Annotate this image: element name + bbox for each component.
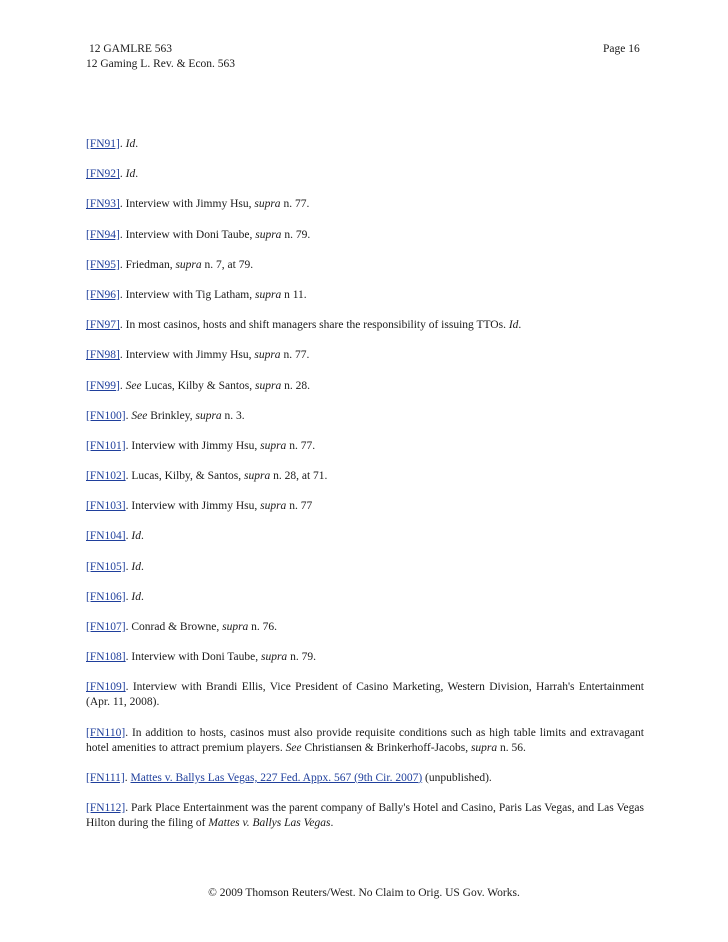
footnote-ref-link[interactable]: [FN93]	[86, 198, 120, 211]
footnote-text: . Lucas, Kilby, & Santos,	[125, 470, 245, 483]
italic-text: supra	[470, 741, 498, 754]
footnote-text: .	[140, 560, 144, 573]
footnote-ref-link[interactable]: [FN110]	[86, 726, 126, 739]
footnote-text: Lucas, Kilby & Santos,	[141, 379, 255, 392]
footnote-text: .	[135, 168, 139, 181]
footnote-ref-link[interactable]: [FN99]	[86, 379, 120, 392]
footnote-fn100	[86, 409, 644, 424]
footnote-ref-link[interactable]: [FN92]	[86, 168, 120, 181]
footnote-fn111	[86, 771, 644, 786]
citation-full: 12 Gaming L. Rev. & Econ. 563	[86, 58, 236, 70]
italic-text: supra	[222, 621, 249, 633]
footnote-text: n. 3.	[221, 409, 245, 422]
footnote-text: . Interview with Jimmy Hsu,	[119, 198, 255, 211]
footnote-ref-link[interactable]: [FN105]	[86, 560, 126, 573]
footnote-text: . Interview with Brandi Ellis, Vice President of Casino Marketing, Western Division, Harrah's Entertainment (Apr. 11, 2008).	[86, 681, 644, 709]
italic-text: supra	[260, 500, 287, 513]
footnote-text: (unpublished).	[422, 771, 492, 784]
footnote-text: n. 79.	[287, 651, 316, 664]
italic-text: supra	[255, 379, 282, 392]
running-header	[86, 42, 235, 72]
footnote-text: n. 56.	[497, 741, 526, 754]
italic-text: supra	[175, 258, 202, 271]
footnote-ref-link[interactable]: [FN104]	[86, 530, 126, 543]
footnote-text: .	[124, 771, 131, 784]
footnote-text: . Interview with Doni Taube,	[119, 228, 256, 241]
footnote-text: . Interview with Jimmy Hsu,	[125, 500, 261, 513]
page-number: Page 16	[603, 43, 640, 55]
footnote-ref-link[interactable]: [FN91]	[86, 138, 120, 150]
italic-text: supra	[254, 349, 281, 362]
italic-text: Id	[131, 560, 141, 573]
footnote-text: .	[119, 138, 126, 150]
footnote-fn101	[86, 439, 644, 454]
italic-text: supra	[255, 288, 282, 301]
footnote-ref-link[interactable]: [FN95]	[86, 258, 120, 271]
footnote-text: .	[125, 409, 132, 422]
footnote-fn102	[86, 469, 644, 484]
footnote-fn107	[86, 620, 644, 635]
footnote-fn96	[86, 288, 644, 303]
footnote-text: Christiansen & Brinkerhoff-Jacobs,	[301, 741, 471, 754]
footnote-text: n. 77	[286, 500, 313, 513]
footnote-text: .	[125, 590, 132, 603]
footnote-ref-link[interactable]: [FN94]	[86, 228, 120, 241]
footnote-fn104	[86, 529, 644, 544]
footnote-text: n. 76.	[248, 621, 278, 633]
italic-text: supra	[260, 439, 287, 452]
footnote-text: .	[140, 530, 144, 543]
italic-text: Id	[131, 590, 141, 603]
footnote-text: . Friedman,	[119, 258, 176, 271]
case-citation-link[interactable]: Mattes v. Ballys Las Vegas, 227 Fed. Appx. 567 (9th Cir. 2007)	[130, 771, 423, 784]
footnote-fn105	[86, 560, 644, 575]
footnote-ref-link[interactable]: [FN102]	[86, 470, 126, 483]
footnote-ref-link[interactable]: [FN103]	[86, 500, 126, 513]
italic-text: Mattes v. Ballys Las Vegas	[208, 816, 331, 829]
footnote-text: n. 77.	[280, 198, 310, 211]
footnote-text: n. 77.	[280, 349, 310, 362]
italic-text: Id	[125, 138, 136, 150]
italic-text: supra	[255, 228, 282, 241]
footnote-text: . In most casinos, hosts and shift managers share the responsibility of issuing TTOs.	[119, 319, 509, 332]
italic-text: supra	[254, 198, 281, 211]
footnote-fn108	[86, 650, 644, 665]
footnote-ref-link[interactable]: [FN106]	[86, 590, 126, 603]
footnote-fn98	[86, 348, 644, 363]
footnote-ref-link[interactable]: [FN112]	[86, 801, 126, 814]
footnote-fn112	[86, 801, 644, 831]
footnote-text: . Conrad & Browne,	[125, 621, 223, 633]
footnote-ref-link[interactable]: [FN111]	[86, 771, 125, 784]
footnote-ref-link[interactable]: [FN101]	[86, 439, 126, 452]
italic-text: supra	[244, 470, 271, 483]
italic-text: See	[285, 741, 302, 754]
footnote-ref-link[interactable]: [FN96]	[86, 288, 120, 301]
footnote-text: .	[330, 816, 334, 829]
footnote-text: . Park Place Entertainment was the parent company of Bally's Hotel and Casino, Paris Las Vegas, and Las Vegas Hilton during the filing of	[86, 801, 644, 829]
footnote-text: .	[140, 590, 144, 603]
footnote-fn103	[86, 499, 644, 514]
italic-text: supra	[260, 651, 288, 664]
footnote-text: .	[119, 168, 126, 181]
footnote-text: .	[119, 379, 126, 392]
footnote-text: . Interview with Tig Latham,	[119, 288, 255, 301]
italic-text: supra	[195, 409, 222, 422]
footnote-ref-link[interactable]: [FN107]	[86, 621, 126, 633]
italic-text: See	[131, 409, 148, 422]
italic-text: Id	[125, 168, 136, 181]
footnote-fn94	[86, 228, 644, 243]
footnote-fn110	[86, 726, 644, 756]
footnote-text: Brinkley,	[147, 409, 196, 422]
italic-text: Id	[508, 319, 519, 332]
footnote-fn106	[86, 590, 644, 605]
footnote-ref-link[interactable]: [FN97]	[86, 319, 120, 332]
footnote-fn109	[86, 680, 644, 710]
footnote-fn93	[86, 197, 644, 212]
footnote-text: .	[125, 560, 132, 573]
footnote-list	[86, 137, 644, 846]
footnote-text: n. 77.	[286, 439, 316, 452]
italic-text: See	[125, 379, 142, 392]
footnote-text: . In addition to hosts, casinos must also provide requisite conditions such as high table limits and extravagant hotel amenities to attract premium players.	[86, 726, 644, 754]
footnote-ref-link[interactable]: [FN98]	[86, 349, 120, 362]
footnote-text: n 11.	[281, 288, 307, 301]
footnote-text: .	[125, 530, 132, 543]
footnote-text: n. 7, at 79.	[201, 258, 254, 271]
footnote-text: .	[518, 319, 522, 332]
footnote-text: . Interview with Jimmy Hsu,	[125, 439, 261, 452]
footnote-fn99	[86, 379, 644, 394]
footnote-ref-link[interactable]: [FN109]	[86, 681, 126, 694]
footnote-text: . Interview with Doni Taube,	[125, 651, 261, 664]
footnote-fn91	[86, 137, 644, 152]
footnote-text: n. 28.	[281, 379, 310, 392]
footnote-text: n. 79.	[281, 228, 311, 241]
footnote-text: n. 28, at 71.	[270, 470, 328, 483]
footnote-text: .	[135, 138, 139, 150]
citation-short: 12 GAMLRE 563	[89, 43, 173, 55]
italic-text: Id	[131, 530, 141, 543]
footnote-text: . Interview with Jimmy Hsu,	[119, 349, 255, 362]
footnote-ref-link[interactable]: [FN108]	[86, 651, 126, 664]
copyright-footer: © 2009 Thomson Reuters/West. No Claim to Orig. US Gov. Works.	[208, 887, 520, 899]
footnote-fn92	[86, 167, 644, 182]
footnote-fn95	[86, 258, 644, 273]
footnote-fn97	[86, 318, 644, 333]
footnote-ref-link[interactable]: [FN100]	[86, 409, 126, 422]
